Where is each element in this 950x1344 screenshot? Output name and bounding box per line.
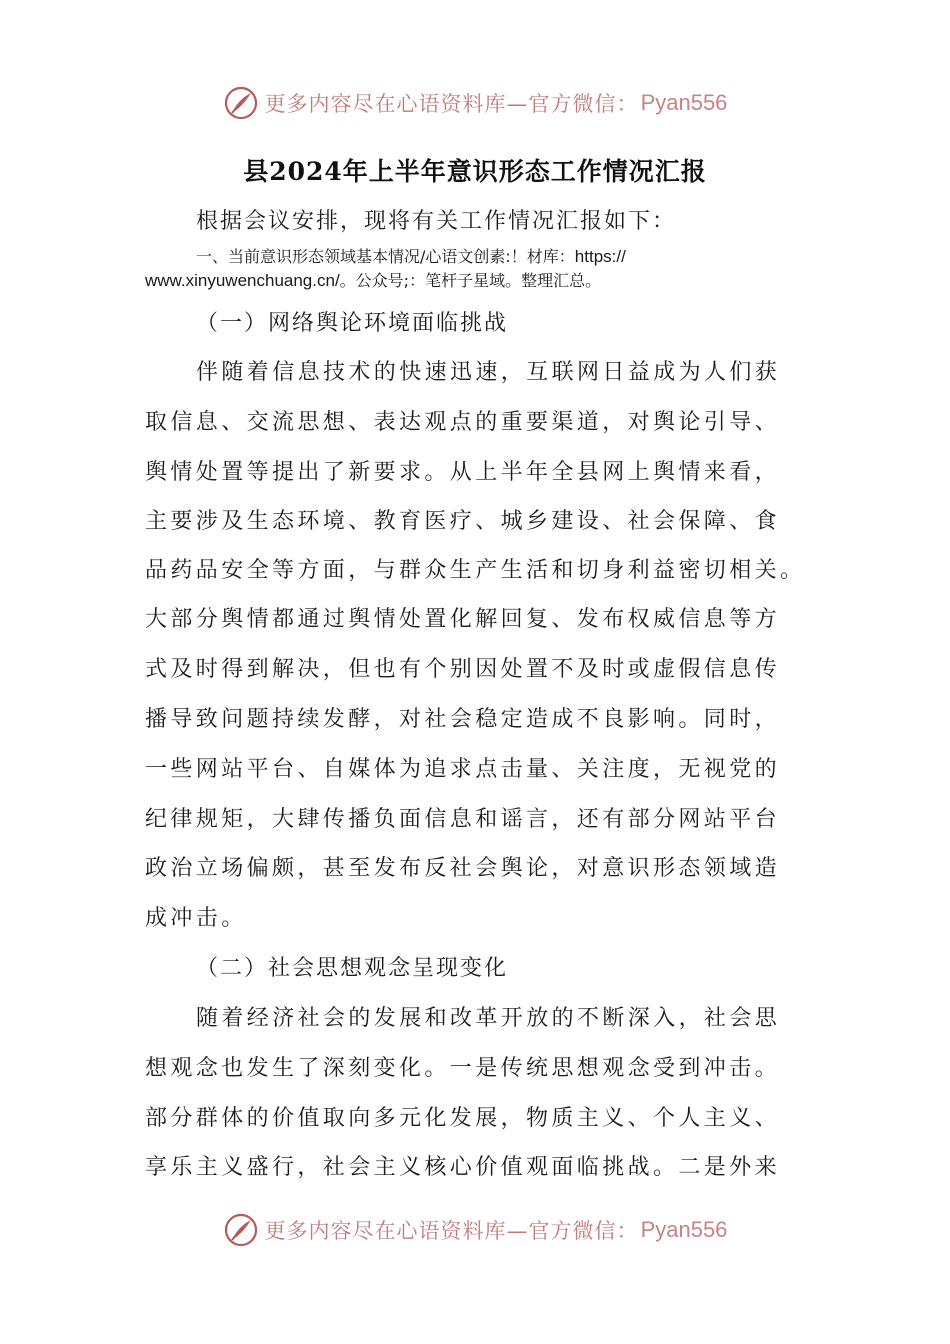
body-line: 随着经济社会的发展和改革开放的不断深入，社会思	[196, 1006, 781, 1031]
intro-paragraph: 根据会议安排，现将有关工作情况汇报如下：	[196, 209, 677, 234]
body-line: 播导致问题持续发酵，对社会稳定造成不良影响。同时，	[145, 707, 781, 732]
footer-banner	[0, 1210, 950, 1250]
body-line: 式及时得到解决，但也有个别因处置不及时或虚假信息传	[145, 657, 781, 682]
body-line: 纪律规矩，大肆传播负面信息和谣言，还有部分网站平台	[145, 807, 781, 832]
body-line: 取信息、交流思想、表达观点的重要渠道，对舆论引导、	[145, 410, 781, 435]
quill-logo-icon	[223, 1212, 259, 1248]
watermark-line-2	[145, 268, 601, 291]
page-title: 县2024年上半年意识形态工作情况汇报	[243, 157, 707, 186]
body-line: 品药品安全等方面，与群众生产生活和切身利益密切相关。	[145, 558, 806, 583]
banner-text: 更多内容尽在心语资料库—官方微信：	[264, 92, 639, 116]
section-2-heading: （二）社会思想观念呈现变化	[196, 956, 509, 981]
body-line: 伴随着信息技术的快速迅速，互联网日益成为人们获	[196, 360, 781, 385]
watermark-line-1	[196, 244, 626, 267]
banner-text: 更多内容尽在心语资料库—官方微信：	[264, 1219, 639, 1243]
body-line: 成冲击。	[145, 906, 247, 931]
header-banner	[0, 83, 950, 123]
body-line: 一些网站平台、自媒体为追求点击量、关注度，无视党的	[145, 757, 781, 782]
body-line: 部分群体的价值取向多元化发展，物质主义、个人主义、	[145, 1106, 781, 1131]
quill-logo-icon	[223, 85, 259, 121]
section-1-heading: （一）网络舆论环境面临挑战	[196, 311, 509, 336]
body-line: 舆情处置等提出了新要求。从上半年全县网上舆情来看，	[145, 460, 781, 485]
watermark-line-1-text: 一、当前意识形态领域基本情况/心语文创素:！材库：	[196, 247, 575, 266]
banner-wechat-id: Pyan556	[640, 1217, 728, 1242]
body-line: 政治立场偏颇，甚至发布反社会舆论，对意识形态领域造	[145, 856, 781, 881]
watermark-url: www.xinyuwenchuang.cn/	[145, 271, 340, 290]
body-line: 想观念也发生了深刻变化。一是传统思想观念受到冲击。	[145, 1056, 781, 1081]
body-line: 主要涉及生态环境、教育医疗、城乡建设、社会保障、食	[145, 509, 781, 534]
body-line: 享乐主义盛行，社会主义核心价值观面临挑战。二是外来	[145, 1155, 781, 1180]
watermark-url-prefix: https://	[574, 247, 626, 266]
watermark-line-2-text: 。公众号;：笔杆子星域。整理汇总。	[339, 271, 602, 290]
body-line: 大部分舆情都通过舆情处置化解回复、发布权威信息等方	[145, 607, 781, 632]
banner-wechat-id: Pyan556	[640, 90, 728, 115]
